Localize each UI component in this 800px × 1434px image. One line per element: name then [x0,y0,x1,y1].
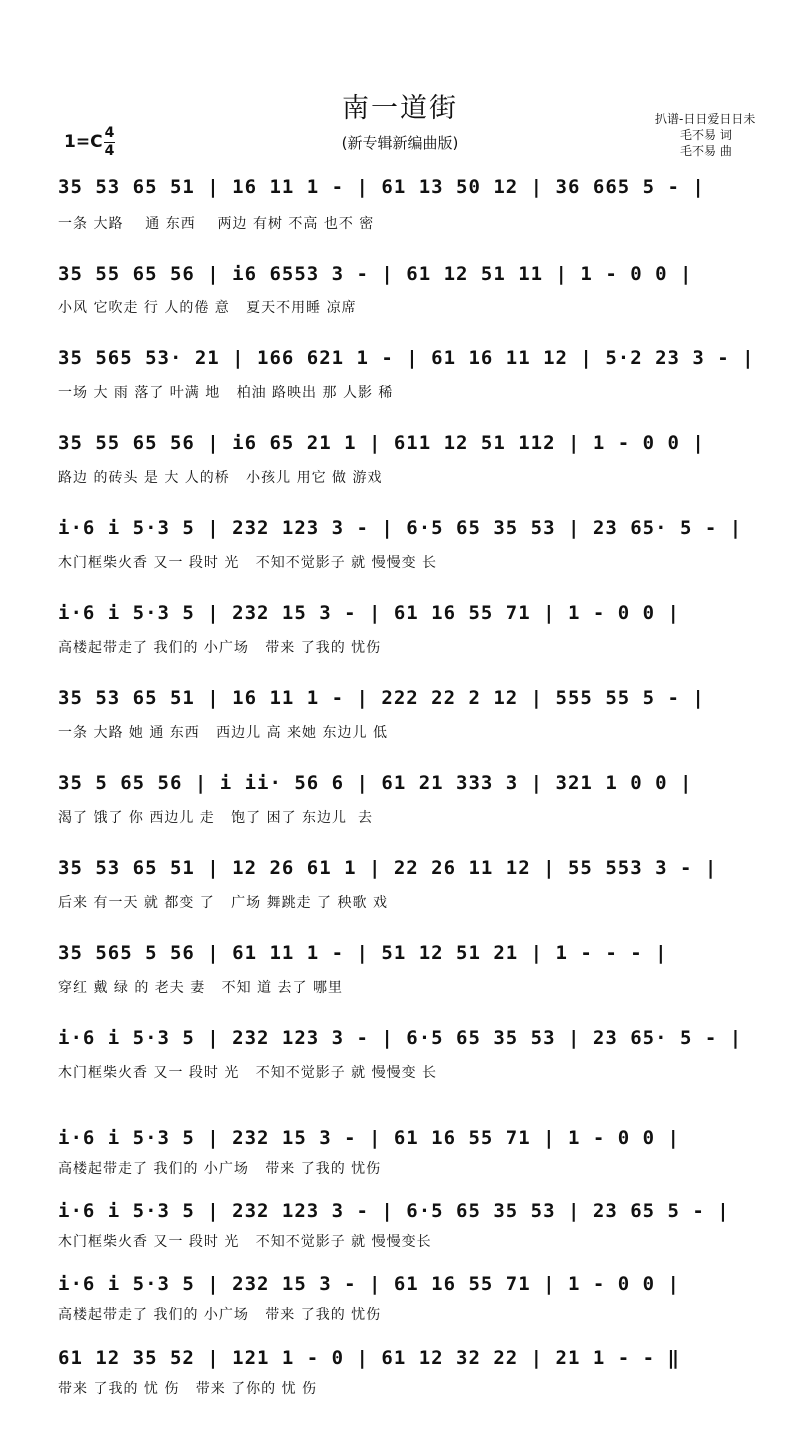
time-signature [104,126,115,159]
notation-line-9: 35 53 65 51 | 12 26 61 1 | 22 26 11 12 | 55 553 3 - | [58,857,718,879]
lyric-line-4: 路边 的砖头 是 大 人的桥 小孩儿 用它 做 游戏 [58,470,383,486]
lyric-line-2: 小风 它吹走 行 人的倦 意 夏天不用睡 凉席 [58,300,357,316]
notation-line-11: i·6 i 5·3 5 | 232 123 3 - | 6·5 65 35 53 | 23 65· 5 - | [58,1027,743,1049]
lyric-line-15: 带来 了我的 忧 伤 带来 了你的 忧 伤 [58,1381,318,1397]
composer-credit: 毛不易 曲 [680,144,732,158]
lyric-line-3: 一场 大 雨 落了 叶满 地 柏油 路映出 那 人影 稀 [58,385,394,401]
lyric-line-7: 一条 大路 她 通 东西 西边儿 高 来她 东边儿 低 [58,725,388,741]
time-signature-top: 4 [104,125,115,141]
notation-line-1: 35 53 65 51 | 16 11 1 - | 61 13 50 12 | 36 665 5 - | [58,176,705,198]
notation-line-7: 35 53 65 51 | 16 11 1 - | 222 22 2 12 | 555 55 5 - | [58,687,705,709]
notation-line-5: i·6 i 5·3 5 | 232 123 3 - | 6·5 65 35 53 | 23 65· 5 - | [58,517,743,539]
lyric-line-6: 高楼起带走了 我们的 小广场 带来 了我的 忧伤 [58,640,382,656]
lyric-line-11: 木门框柴火香 又一 段时 光 不知不觉影子 就 慢慢变 长 [58,1065,438,1081]
transcriber-credit: 扒谱-日日爱日日未 [655,112,756,126]
notation-line-14: i·6 i 5·3 5 | 232 15 3 - | 61 16 55 71 | 1 - 0 0 | [58,1273,680,1295]
time-signature-bottom: 4 [104,143,115,159]
notation-line-2: 35 55 65 56 | i6 6553 3 - | 61 12 51 11 | 1 - 0 0 | [58,263,693,285]
song-subtitle: (新专辑新编曲版) [341,134,459,152]
notation-line-10: 35 565 5 56 | 61 11 1 - | 51 12 51 21 | 1 - - - | [58,942,668,964]
notation-line-4: 35 55 65 56 | i6 65 21 1 | 611 12 51 112 | 1 - 0 0 | [58,432,705,454]
notation-line-13: i·6 i 5·3 5 | 232 123 3 - | 6·5 65 35 53 | 23 65 5 - | [58,1200,730,1222]
song-title: 南一道街 [342,93,458,124]
lyric-line-14: 高楼起带走了 我们的 小广场 带来 了我的 忧伤 [58,1307,382,1323]
key-signature: 1=C [64,132,103,152]
lyric-line-10: 穿红 戴 绿 的 老夫 妻 不知 道 去了 哪里 [58,980,343,996]
lyric-line-12: 高楼起带走了 我们的 小广场 带来 了我的 忧伤 [58,1161,382,1177]
notation-line-15: 61 12 35 52 | 121 1 - 0 | 61 12 32 22 | 21 1 - - ‖ [58,1347,680,1369]
lyric-line-8: 渴了 饿了 你 西边儿 走 饱了 困了 东边儿 去 [58,810,373,826]
lyric-line-5: 木门框柴火香 又一 段时 光 不知不觉影子 就 慢慢变 长 [58,555,438,571]
notation-line-3: 35 565 53· 21 | 166 621 1 - | 61 16 11 12 | 5·2 23 3 - | [58,347,755,369]
notation-line-8: 35 5 65 56 | i ii· 56 6 | 61 21 333 3 | 321 1 0 0 | [58,772,693,794]
lyric-line-1: 一条 大路 通 东西 两边 有树 不高 也不 密 [58,216,375,232]
notation-line-6: i·6 i 5·3 5 | 232 15 3 - | 61 16 55 71 | 1 - 0 0 | [58,602,680,624]
lyricist-credit: 毛不易 词 [680,128,732,142]
lyric-line-9: 后来 有一天 就 都变 了 广场 舞跳走 了 秧歌 戏 [58,895,388,911]
notation-line-12: i·6 i 5·3 5 | 232 15 3 - | 61 16 55 71 | 1 - 0 0 | [58,1127,680,1149]
lyric-line-13: 木门框柴火香 又一 段时 光 不知不觉影子 就 慢慢变长 [58,1234,432,1250]
